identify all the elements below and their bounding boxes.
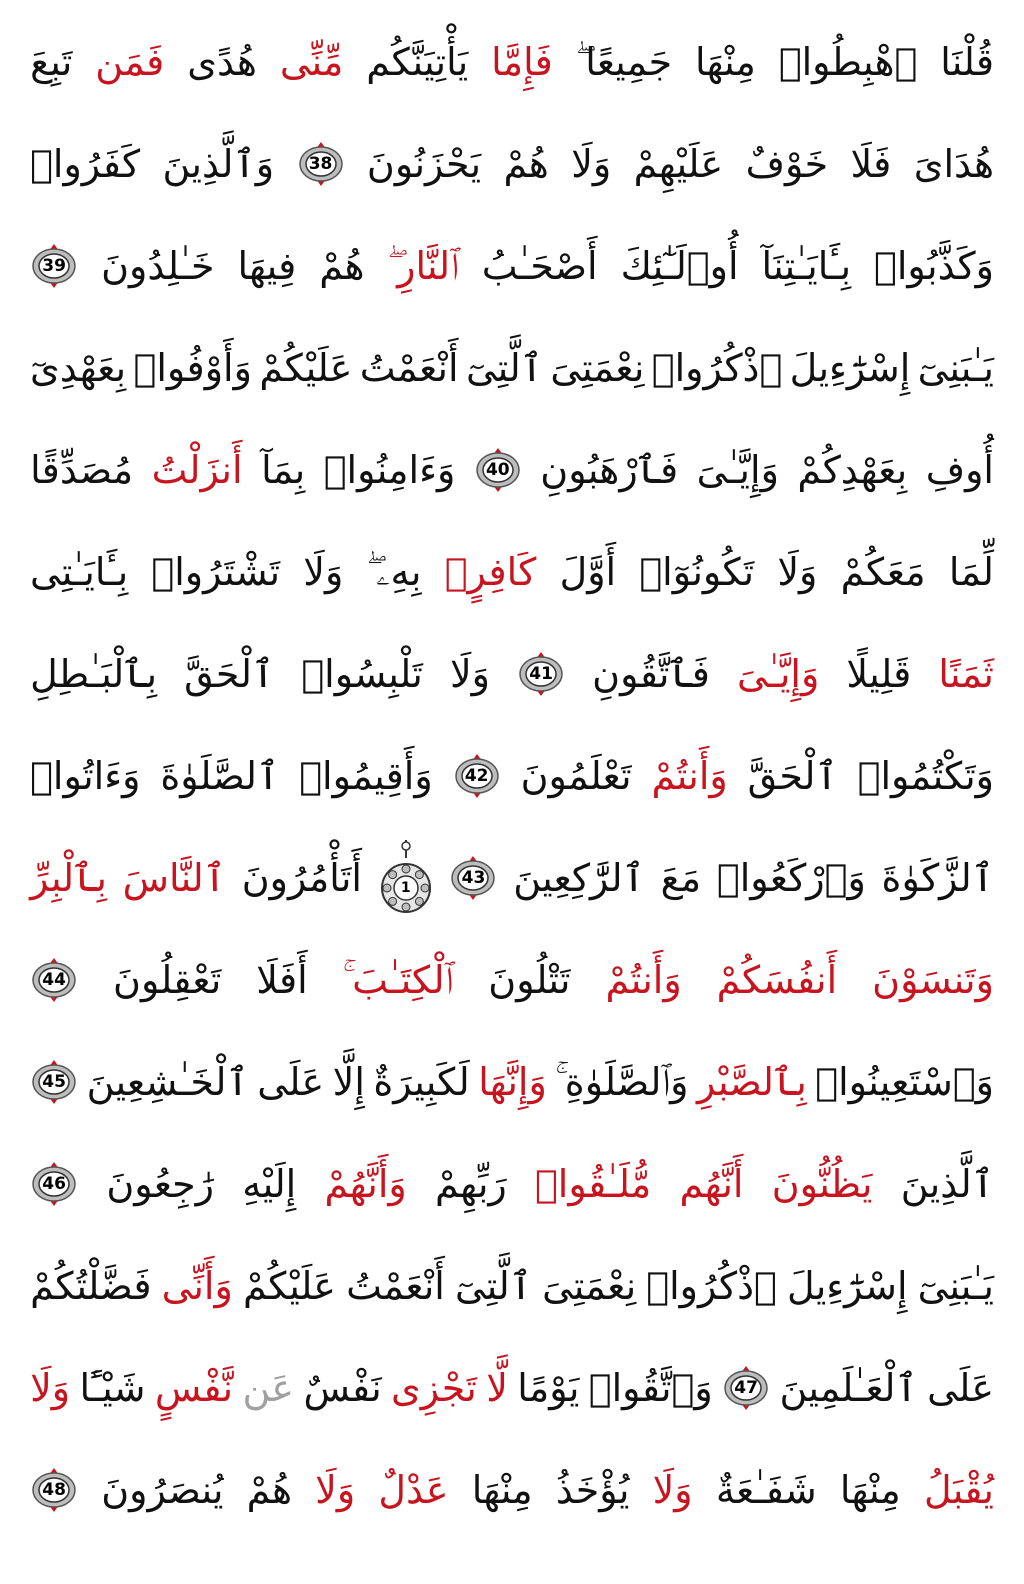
verse-word: عَلَيْكُمْ <box>259 346 353 390</box>
verse-word: تَجْزِى <box>391 1366 477 1410</box>
verse-word: كَافِرٍۭ <box>444 550 537 594</box>
verse-word: مِنْهَا <box>839 1468 901 1512</box>
ayah-number-marker <box>30 956 78 1004</box>
verse-word: وَلَا <box>30 1366 71 1410</box>
rub-hizb-frame <box>378 836 434 920</box>
verse-word: تَشْتَرُوا۟ <box>151 550 281 594</box>
verse-word: ٱلْعَـٰلَمِينَ <box>779 1366 918 1410</box>
verse-word: ٱذْكُرُوا۟ <box>646 1264 777 1308</box>
verse-word: نِعْمَتِىَ <box>550 346 645 390</box>
verse-word: وَلَا <box>449 652 490 696</box>
verse-word: أَنزَلْتُ <box>151 448 243 492</box>
ayah-number: 48 <box>42 1480 66 1500</box>
verse-word: يَظُنُّونَ <box>771 1162 873 1206</box>
verse-word: خَـٰلِدُونَ <box>101 244 215 288</box>
ayah-number: 46 <box>42 1174 66 1194</box>
verse-word: أَصْحَـٰبُ <box>481 244 598 288</box>
verse-word: قَلِيلًا <box>846 652 912 696</box>
ayah-number-marker <box>517 650 565 698</box>
verse-word: عَلَيْهِمْ <box>633 142 724 186</box>
ayah-number: 42 <box>464 766 489 786</box>
verse-word: لِّمَا <box>948 550 994 594</box>
verse-word: كَفَرُوا۟ <box>30 142 141 186</box>
verse-word: تَكُونُوٓا۟ <box>639 550 755 594</box>
verse-word: أَفَلَا <box>256 958 308 1002</box>
verse-word: فَلَا <box>850 142 892 186</box>
verse-word: هُمْ <box>503 142 549 186</box>
ayah-number: 39 <box>42 256 66 276</box>
verse-word: تَعْلَمُونَ <box>520 754 632 798</box>
verse-word: تَعْقِلُونَ <box>113 958 222 1002</box>
verse-word: أُو۟لَـٰٓئِكَ <box>620 244 739 288</box>
verse-word: وَتَنسَوْنَ <box>872 958 994 1002</box>
verse-word: شَفَـٰعَةٌ <box>715 1468 817 1512</box>
verse-word: قُلْنَا <box>940 40 994 84</box>
verse-word: يَأْتِيَنَّكُم <box>366 40 469 84</box>
ayah-number-marker <box>722 1364 770 1412</box>
verse-word: عَن <box>242 1366 295 1410</box>
ayah-number: 45 <box>42 1072 66 1092</box>
verse-word: رَبِّهِمْ <box>435 1162 507 1206</box>
verse-word: مَعَ <box>660 856 702 900</box>
verse-line <box>30 322 994 414</box>
verse-word: ثَمَنًا <box>938 652 994 696</box>
verse-line <box>30 424 994 516</box>
verse-word: ٱلْكِتَـٰبَ ۚ <box>342 958 454 1002</box>
verse-line <box>30 1342 994 1434</box>
ayah-number: 38 <box>308 154 333 174</box>
verse-word: يَـٰبَنِىٓ <box>917 1264 994 1308</box>
verse-word: وَأَنتُمْ <box>605 958 682 1002</box>
verse-word: وَٱرْكَعُوا۟ <box>716 856 866 900</box>
ayah-number-marker <box>453 752 501 800</box>
ayah-number: 43 <box>461 868 486 888</box>
verse-word: أَتَأْمُرُونَ <box>241 856 362 900</box>
verse-word: ٱلصَّلَوٰةَ <box>160 754 280 798</box>
verse-word: بِٱلصَّبْرِ <box>696 1060 807 1104</box>
verse-word: أَنَّهُم <box>679 1162 744 1206</box>
verse-word: مُصَدِّقًا <box>30 448 134 492</box>
verse-word: يُؤْخَذُ <box>555 1468 630 1512</box>
verse-line <box>30 1240 994 1332</box>
verse-word: خَوْفٌ <box>745 142 829 186</box>
verse-word: تَلْبِسُوا۟ <box>301 652 423 696</box>
verse-word: ٱلرَّٰكِعِينَ <box>513 856 645 900</box>
ayah-number: 44 <box>42 970 66 990</box>
verse-line <box>30 220 994 312</box>
ayah-number-marker <box>30 1466 78 1514</box>
verse-line <box>30 16 994 108</box>
verse-word: وَأَنِّى <box>161 1264 233 1308</box>
verse-word: هُدَاىَ <box>913 142 994 186</box>
verse-word: وَٱسْتَعِينُوا۟ <box>815 1060 994 1104</box>
verse-word: يَحْزَنُونَ <box>366 142 482 186</box>
verse-word: وَءَامِنُوا۟ <box>323 448 456 492</box>
verse-word: ٱلزَّكَوٰةَ <box>881 856 994 900</box>
verse-word: أُوفِ <box>925 448 994 492</box>
ayah-number-marker <box>297 140 345 188</box>
verse-word: عَلَى <box>927 1366 994 1410</box>
verse-word: عَلَى <box>257 1060 325 1104</box>
verse-word: وَأَنتُمْ <box>651 754 728 798</box>
ayah-number-marker <box>30 1058 78 1106</box>
verse-word: وَلَا <box>315 1468 356 1512</box>
verse-word: نِعْمَتِىَ <box>542 1264 637 1308</box>
verse-word: بِٱلْبَـٰطِلِ <box>30 652 158 696</box>
verse-word: أَنفُسَكُمْ <box>716 958 838 1002</box>
verse-word: وَإِنَّهَا <box>478 1060 547 1104</box>
verse-word: مِّنِّى <box>279 40 344 84</box>
verse-word: بِـَٔايَـٰتِنَآ <box>761 244 852 288</box>
ayah-number: 41 <box>529 664 553 684</box>
verse-word: وَتَكْتُمُوا۟ <box>857 754 994 798</box>
verse-word: ٱذْكُرُوا۟ <box>651 346 783 390</box>
verse-word: إِلَيْهِ <box>242 1162 297 1206</box>
verse-line <box>30 118 994 210</box>
verse-word: مَعَكُمْ <box>840 550 926 594</box>
verse-word: أَنْعَمْتُ <box>346 1264 445 1308</box>
verse-word: هُدًى <box>187 40 257 84</box>
verse-word: إِسْرَٰٓءِيلَ <box>786 1264 908 1308</box>
verse-word: ٱلنَّاسَ <box>122 856 226 900</box>
verse-line <box>30 1138 994 1230</box>
verse-word: مِنْهَا <box>694 40 756 84</box>
verse-word: ٱلْخَـٰشِعِينَ <box>86 1060 249 1104</box>
verse-word: رَٰجِعُونَ <box>106 1162 215 1206</box>
verse-word: تَتْلُونَ <box>488 958 571 1002</box>
verse-word: فَمَن <box>95 40 165 84</box>
verse-line <box>30 730 994 822</box>
verse-word: وَإِيَّـٰىَ <box>737 652 820 696</box>
verse-word: يَوْمًا <box>517 1366 580 1410</box>
verse-word: عَدْلٌ <box>378 1468 449 1512</box>
verse-word: وَلَا <box>571 142 612 186</box>
verse-word: وَلَا <box>777 550 818 594</box>
verse-word: مُّلَـٰقُوا۟ <box>534 1162 652 1206</box>
verse-line <box>30 1036 994 1128</box>
verse-word: ٱلنَّارِ ۖ <box>387 244 459 288</box>
verse-word: ٱلَّتِىٓ <box>465 346 543 390</box>
ayah-number-marker <box>30 1160 78 1208</box>
verse-word: وَءَاتُوا۟ <box>30 754 141 798</box>
verse-word: لَّا <box>486 1366 508 1410</box>
rub-hizb-marker <box>378 836 434 920</box>
verse-word: فَٱرْهَبُونِ <box>540 448 679 492</box>
verse-word: بِٱلْبِرِّ <box>30 856 107 900</box>
verse-word: ٱلْحَقَّ <box>184 652 275 696</box>
verse-line <box>30 832 994 924</box>
ayah-number: 47 <box>734 1378 758 1398</box>
verse-word: يُقْبَلُ <box>923 1468 994 1512</box>
verse-word: فَٱتَّقُونِ <box>592 652 710 696</box>
verse-line <box>30 1444 994 1536</box>
verse-word: بِعَهْدِىٓ <box>30 346 127 390</box>
verse-word: بِهِۦ ۖ <box>366 550 422 594</box>
verse-word: ٱلَّتِىٓ <box>455 1264 532 1308</box>
verse-word: لَكَبِيرَةٌ <box>373 1060 470 1104</box>
ayah-number: 40 <box>485 460 510 480</box>
verse-word: جَمِيعًا ۖ <box>575 40 673 84</box>
verse-word: وَلَا <box>652 1468 693 1512</box>
verse-word: وَإِيَّـٰىَ <box>696 448 779 492</box>
verse-word: شَيْـًٔا <box>79 1366 146 1410</box>
verse-word: وَلَا <box>303 550 344 594</box>
verse-line <box>30 934 994 1026</box>
verse-word: وَٱلصَّلَوٰةِ ۚ <box>555 1060 689 1104</box>
verse-word: فَإِمَّا <box>491 40 553 84</box>
ayah-number-marker <box>30 242 78 290</box>
verse-word: إِلَّا <box>332 1060 365 1104</box>
verse-word: وَكَذَّبُوا۟ <box>874 244 994 288</box>
verse-word: نَفْسٌ <box>303 1366 382 1410</box>
ayah-number-marker <box>449 854 497 902</box>
verse-word: يَـٰبَنِىٓ <box>917 346 994 390</box>
verse-word: أَوَّلَ <box>559 550 617 594</box>
verse-word: عَلَيْكُمْ <box>242 1264 336 1308</box>
verse-word: بِعَهْدِكُمْ <box>797 448 908 492</box>
verse-word: هُمْ <box>319 244 365 288</box>
verse-word: إِسْرَٰٓءِيلَ <box>789 346 911 390</box>
verse-word: وَأَوْفُوا۟ <box>133 346 252 390</box>
verse-word: أَنْعَمْتُ <box>359 346 459 390</box>
verse-word: وَأَنَّهُمْ <box>324 1162 407 1206</box>
verse-word: وَٱلَّذِينَ <box>162 142 275 186</box>
ayah-number-marker <box>474 446 522 494</box>
verse-word: يُنصَرُونَ <box>101 1468 224 1512</box>
verse-word: هُمْ <box>246 1468 292 1512</box>
verse-word: ٱلْحَقَّ <box>747 754 838 798</box>
verse-word: بِمَآ <box>261 448 306 492</box>
verse-word: فِيهَا <box>237 244 297 288</box>
verse-word: تَبِعَ <box>30 40 73 84</box>
verse-line <box>30 526 994 618</box>
verse-word: ٱهْبِطُوا۟ <box>778 40 918 84</box>
verse-word: بِـَٔايَـٰتِى <box>30 550 129 594</box>
verse-word: مِنْهَا <box>471 1468 533 1512</box>
verse-word: نَّفْسٍ <box>154 1366 234 1410</box>
verse-word: ٱلَّذِينَ <box>900 1162 994 1206</box>
verse-line <box>30 628 994 720</box>
verse-word: وَٱتَّقُوا۟ <box>588 1366 713 1410</box>
verse-word: وَأَقِيمُوا۟ <box>299 754 433 798</box>
verse-word: فَضَّلْتُكُمْ <box>30 1264 152 1308</box>
rub-hizb-number: 1 <box>400 880 411 896</box>
